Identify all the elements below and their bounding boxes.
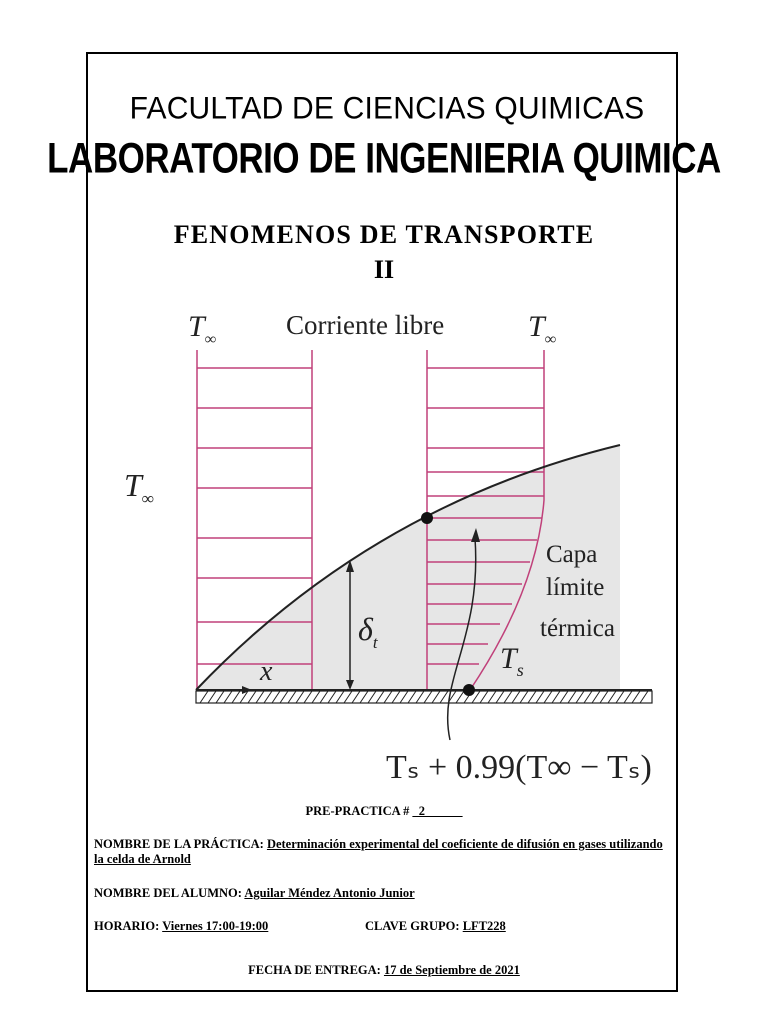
student-name-label: NOMBRE DEL ALUMNO: (94, 886, 245, 900)
t-inf-top-left: $T_\infty$ (188, 310, 217, 348)
termica-label: térmica (540, 615, 615, 642)
schedule-label: HORARIO: (94, 919, 163, 933)
prepractica-label: PRE-PRACTICA # (305, 804, 413, 818)
schedule-line (94, 919, 268, 934)
flat-plate (196, 690, 652, 703)
edge-point (421, 512, 433, 524)
laboratory-title: LABORATORIO DE INGENIERIA QUIMICA (47, 135, 721, 183)
group-line (365, 919, 506, 934)
t-inf-top-right: $T_\infty$ (528, 310, 557, 348)
student-name-value: Aguilar Méndez Antonio Junior (244, 886, 415, 900)
thermal-boundary-layer-figure (112, 300, 662, 790)
student-name-line (94, 886, 415, 901)
delta-t-label: $\delta_t$ (358, 611, 378, 652)
course-title: FENOMENOS DE TRANSPORTE (173, 220, 595, 249)
surface-point (463, 684, 475, 696)
prepractica-line (0, 804, 768, 819)
group-value: LFT228 (462, 919, 506, 933)
faculty-title: FACULTAD DE CIENCIAS QUIMICAS (129, 91, 645, 126)
practice-name-line (94, 837, 670, 867)
ts-label: $T_s$ (500, 642, 524, 680)
free-stream-label: Corriente libre (286, 310, 445, 340)
limite-label: límite (546, 574, 605, 601)
due-date-label: FECHA DE ENTREGA: (248, 963, 384, 977)
group-label: CLAVE GRUPO: (365, 919, 463, 933)
t-inf-left: $T_\infty$ (124, 467, 154, 508)
capa-label: Capa (546, 541, 598, 568)
formula-label: Tₛ + 0.99(T∞ − Tₛ) (386, 749, 652, 786)
due-date-value: 17 de Septiembre de 2021 (383, 963, 520, 977)
schedule-value: Viernes 17:00-19:00 (162, 919, 269, 933)
prepractica-value: _2______ (412, 804, 463, 818)
practice-name-label: NOMBRE DE LA PRÁCTICA: (94, 837, 267, 851)
due-date-line (0, 963, 768, 978)
course-number: II (373, 255, 395, 284)
x-label: x (260, 656, 273, 687)
practice-name-value: Determinación experimental del coeficiente de difusión en gases utilizando la celda de Arnold (94, 837, 663, 866)
